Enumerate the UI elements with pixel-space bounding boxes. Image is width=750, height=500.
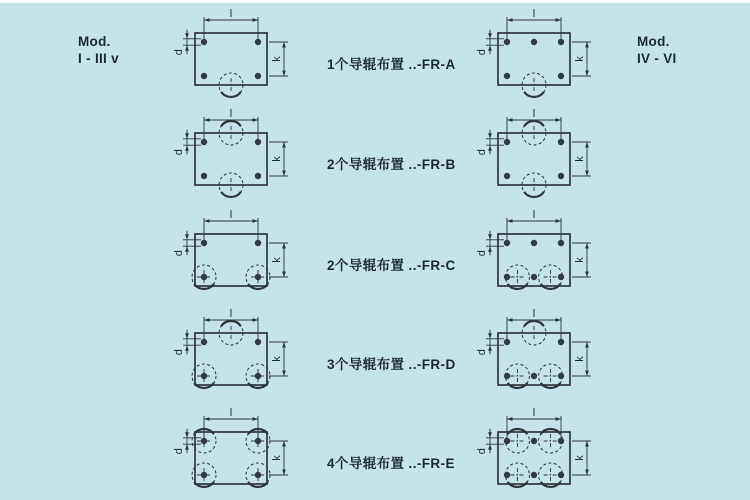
dim-arrow: [282, 342, 286, 348]
dim-label-l: l: [532, 308, 536, 320]
dim-arrow: [488, 45, 492, 51]
mounting-hole: [201, 339, 207, 345]
mounting-hole: [504, 39, 510, 45]
row-label-fr-b: 2个导辊布置 ..-FR-B: [327, 157, 456, 172]
header-mod-left-title: Mod.: [78, 34, 111, 49]
dim-arrow: [488, 246, 492, 252]
dim-arrow: [585, 272, 589, 278]
dim-arrow: [488, 33, 492, 39]
dim-label-k: k: [271, 257, 283, 263]
mounting-hole: [558, 39, 564, 45]
mounting-hole: [504, 373, 510, 379]
mounting-hole: [504, 438, 510, 444]
dim-label-k: k: [574, 156, 586, 162]
dim-label-l: l: [532, 209, 536, 221]
dim-label-k: k: [574, 257, 586, 263]
dim-arrow: [282, 470, 286, 476]
diagram-svg-fr-e-right: [450, 406, 620, 500]
diagram-fr-a-mod-i-iii: [147, 7, 317, 111]
dim-label-d: d: [173, 448, 185, 455]
dim-label-k: k: [574, 455, 586, 461]
dim-arrow: [585, 243, 589, 249]
dim-label-d: d: [476, 349, 488, 356]
diagram-svg-fr-b-right: [450, 107, 620, 211]
dim-arrow: [185, 432, 189, 438]
mounting-hole: [201, 73, 207, 79]
dim-arrow: [204, 219, 210, 223]
dim-label-k: k: [271, 455, 283, 461]
dim-arrow: [204, 18, 210, 22]
dim-arrow: [585, 371, 589, 377]
mounting-hole: [531, 240, 537, 246]
dim-arrow: [585, 142, 589, 148]
dim-arrow: [204, 318, 210, 322]
mounting-hole: [255, 240, 261, 246]
dim-arrow: [282, 142, 286, 148]
dim-arrow: [253, 417, 259, 421]
dim-label-k: k: [271, 56, 283, 62]
roller-outer-arc: [221, 121, 241, 126]
dim-arrow: [507, 18, 513, 22]
diagram-fr-e-mod-iv-vi: [450, 406, 620, 500]
dim-arrow: [282, 71, 286, 77]
dimensions: [173, 108, 288, 176]
dim-label-d: d: [173, 149, 185, 156]
diagram-fr-b-mod-i-iii: [147, 107, 317, 211]
dim-label-d: d: [173, 349, 185, 356]
mounting-hole: [531, 438, 537, 444]
roller-outer-arc: [524, 321, 544, 326]
dim-label-l: l: [229, 209, 233, 221]
diagram-svg-fr-b-left: [147, 107, 317, 211]
dim-arrow: [282, 42, 286, 48]
diagram-svg-fr-c-right: [450, 208, 620, 312]
mounting-hole: [201, 173, 207, 179]
dim-arrow: [253, 118, 259, 122]
roller-outer-arc: [221, 321, 241, 326]
dim-label-d: d: [476, 250, 488, 257]
dim-arrow: [185, 234, 189, 240]
dim-arrow: [585, 42, 589, 48]
diagram-fr-c-mod-iv-vi: [450, 208, 620, 312]
dim-arrow: [282, 441, 286, 447]
dim-arrow: [488, 234, 492, 240]
diagram-fr-a-mod-iv-vi: [450, 7, 620, 111]
dim-arrow: [185, 345, 189, 351]
dim-label-d: d: [476, 49, 488, 56]
dimensions: [173, 8, 288, 76]
mounting-hole: [255, 339, 261, 345]
dim-arrow: [282, 272, 286, 278]
dim-arrow: [556, 417, 562, 421]
diagram-fr-d-mod-i-iii: [147, 307, 317, 411]
roller-outer-arc: [524, 92, 544, 97]
mounting-hole: [558, 438, 564, 444]
dim-arrow: [556, 219, 562, 223]
mounting-hole: [201, 240, 207, 246]
dim-arrow: [488, 145, 492, 151]
page-top-edge: [0, 0, 750, 3]
diagram-svg-fr-a-right: [450, 7, 620, 111]
dim-arrow: [585, 171, 589, 177]
dimensions: [173, 209, 288, 277]
mounting-hole: [504, 73, 510, 79]
dim-arrow: [282, 371, 286, 377]
dim-arrow: [507, 219, 513, 223]
roller-outer-arc: [221, 192, 241, 197]
roller-outer-arc: [524, 121, 544, 126]
dim-label-k: k: [271, 156, 283, 162]
dim-arrow: [488, 333, 492, 339]
dim-arrow: [507, 318, 513, 322]
dim-arrow: [488, 432, 492, 438]
mounting-hole: [531, 472, 537, 478]
mounting-hole: [558, 139, 564, 145]
mounting-hole: [558, 472, 564, 478]
dim-arrow: [282, 243, 286, 249]
mounting-hole: [201, 139, 207, 145]
dim-arrow: [585, 470, 589, 476]
dim-arrow: [282, 171, 286, 177]
header-mod-left: [78, 33, 119, 67]
row-label-fr-a: 1个导辊布置 ..-FR-A: [327, 57, 456, 72]
dimensions: [173, 407, 288, 475]
diagram-fr-d-mod-iv-vi: [450, 307, 620, 411]
dim-arrow: [585, 71, 589, 77]
dimensions: [173, 308, 288, 376]
dim-arrow: [488, 133, 492, 139]
dim-label-d: d: [173, 49, 185, 56]
mounting-hole: [531, 39, 537, 45]
row-label-fr-e: 4个导辊布置 ..-FR-E: [327, 456, 455, 471]
dim-arrow: [253, 219, 259, 223]
dim-label-k: k: [271, 356, 283, 362]
mounting-hole: [255, 73, 261, 79]
dim-arrow: [185, 33, 189, 39]
dim-arrow: [204, 118, 210, 122]
mounting-hole: [504, 339, 510, 345]
dim-label-d: d: [173, 250, 185, 257]
dim-arrow: [556, 318, 562, 322]
dim-label-d: d: [476, 448, 488, 455]
dim-arrow: [185, 133, 189, 139]
dimensions: [476, 308, 591, 376]
dim-label-l: l: [229, 8, 233, 20]
mounting-hole: [558, 73, 564, 79]
mounting-hole: [255, 173, 261, 179]
dim-label-k: k: [574, 56, 586, 62]
mounting-hole: [558, 173, 564, 179]
mounting-hole: [558, 240, 564, 246]
row-label-fr-c: 2个导辊布置 ..-FR-C: [327, 258, 456, 273]
diagram-svg-fr-d-left: [147, 307, 317, 411]
diagram-svg-fr-e-left: [147, 406, 317, 500]
dim-label-l: l: [532, 108, 536, 120]
dim-arrow: [185, 444, 189, 450]
diagram-fr-e-mod-i-iii: [147, 406, 317, 500]
mounting-hole: [558, 274, 564, 280]
diagram-svg-fr-a-left: [147, 7, 317, 111]
mounting-hole: [504, 240, 510, 246]
mounting-hole: [504, 472, 510, 478]
dim-arrow: [585, 441, 589, 447]
roller-outer-arc: [221, 92, 241, 97]
diagram-fr-c-mod-i-iii: [147, 208, 317, 312]
dim-arrow: [507, 118, 513, 122]
dim-label-d: d: [476, 149, 488, 156]
dim-label-l: l: [532, 8, 536, 20]
header-mod-right: [637, 33, 677, 67]
dim-arrow: [204, 417, 210, 421]
mounting-hole: [531, 373, 537, 379]
row-label-fr-d: 3个导辊布置 ..-FR-D: [327, 357, 456, 372]
mounting-hole: [531, 274, 537, 280]
dim-arrow: [253, 18, 259, 22]
diagram-svg-fr-c-left: [147, 208, 317, 312]
dim-arrow: [488, 444, 492, 450]
mounting-hole: [255, 139, 261, 145]
mounting-hole: [558, 339, 564, 345]
diagram-fr-b-mod-iv-vi: [450, 107, 620, 211]
dim-arrow: [185, 145, 189, 151]
mounting-hole: [504, 274, 510, 280]
dim-arrow: [185, 45, 189, 51]
dim-arrow: [185, 246, 189, 252]
mounting-hole: [504, 139, 510, 145]
mounting-hole: [201, 39, 207, 45]
header-mod-left-range: I - III v: [78, 51, 119, 66]
dim-arrow: [507, 417, 513, 421]
roller-outer-arc: [524, 192, 544, 197]
dim-arrow: [556, 118, 562, 122]
dim-arrow: [253, 318, 259, 322]
header-mod-right-title: Mod.: [637, 34, 670, 49]
dim-arrow: [585, 342, 589, 348]
dimensions: [476, 108, 591, 176]
mounting-hole: [504, 173, 510, 179]
dim-label-l: l: [229, 108, 233, 120]
diagram-svg-fr-d-right: [450, 307, 620, 411]
dim-label-k: k: [574, 356, 586, 362]
dim-label-l: l: [229, 308, 233, 320]
dim-arrow: [185, 333, 189, 339]
dim-label-l: l: [532, 407, 536, 419]
dim-label-l: l: [229, 407, 233, 419]
header-mod-right-range: IV - VI: [637, 51, 677, 66]
dim-arrow: [556, 18, 562, 22]
mounting-hole: [558, 373, 564, 379]
dim-arrow: [488, 345, 492, 351]
mounting-hole: [255, 39, 261, 45]
